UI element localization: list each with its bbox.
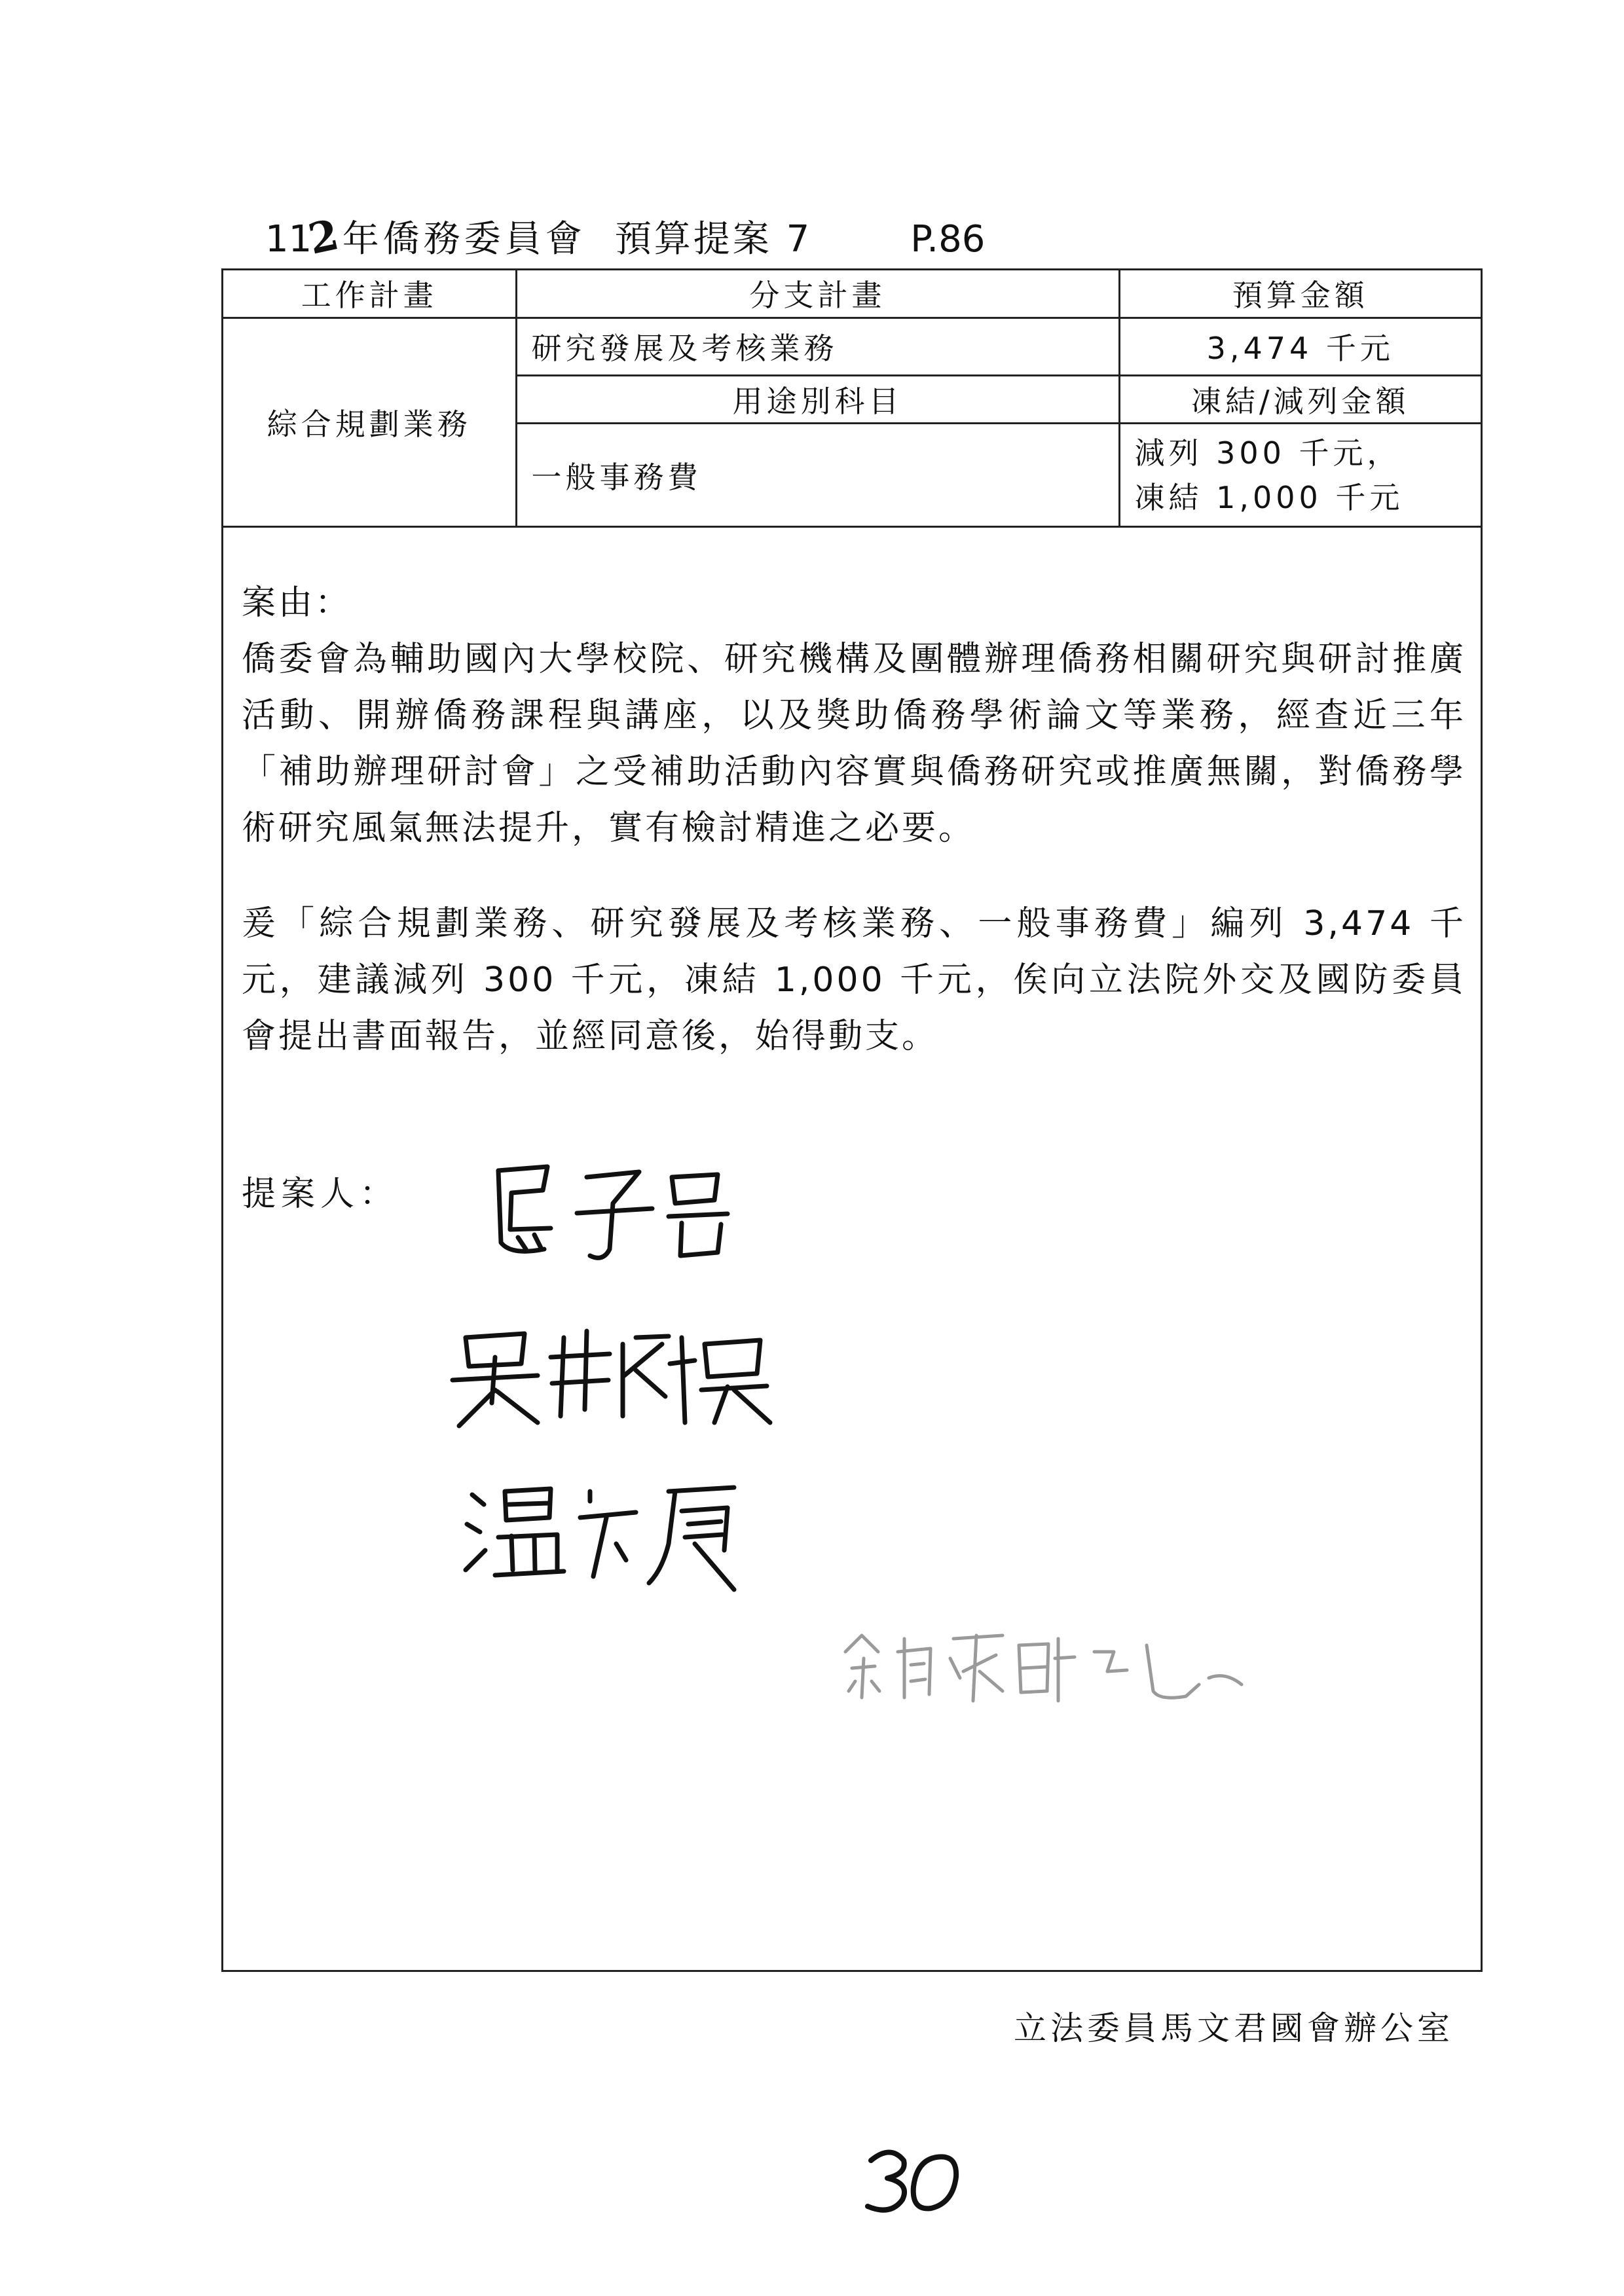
page-reference: P.86 bbox=[910, 218, 986, 261]
signature-wu-sz-huai bbox=[439, 1318, 780, 1436]
signature-hsu-chih-jung bbox=[832, 1619, 1251, 1711]
header-work-plan: 工作計畫 bbox=[223, 270, 516, 318]
budget-table bbox=[223, 270, 1481, 528]
table-row bbox=[223, 318, 1481, 375]
signature-wen-yu-hsia bbox=[459, 1472, 760, 1596]
usage-item-cell: 一般事務費 bbox=[516, 424, 1119, 527]
proposal-frame bbox=[221, 268, 1483, 1972]
table-header-row bbox=[223, 270, 1481, 318]
handwritten-year-digit: 2 bbox=[304, 210, 344, 264]
handwritten-page-number bbox=[845, 2138, 976, 2223]
freeze-reduce-amount-cell bbox=[1119, 424, 1481, 527]
agency-name: 年僑務委員會 bbox=[342, 218, 586, 261]
sub-plan-cell: 研究發展及考核業務 bbox=[516, 318, 1119, 375]
usage-header-cell: 用途別科目 bbox=[516, 376, 1119, 424]
freeze-amount: 凍結 1,000 千元 bbox=[1134, 479, 1404, 515]
proposal-body bbox=[242, 575, 1466, 1065]
proposer-label: 提案人： bbox=[242, 1175, 399, 1214]
header-budget-amount: 預算金額 bbox=[1119, 270, 1481, 318]
freeze-header-cell: 凍結/減列金額 bbox=[1119, 376, 1481, 424]
work-plan-cell: 綜合規劃業務 bbox=[223, 318, 516, 526]
header-sub-plan: 分支計畫 bbox=[516, 270, 1119, 318]
budget-value-cell: 3,474 千元 bbox=[1119, 318, 1481, 375]
reason-label: 案由： bbox=[242, 583, 352, 623]
proposal-number: 預算提案 7 bbox=[614, 218, 813, 261]
reduce-amount: 減列 300 千元， bbox=[1134, 435, 1401, 471]
reason-paragraph: 僑委會為輔助國內大學校院、研究機構及團體辦理僑務相關研究與研討推廣活動、開辦僑務課程與講座，以及獎助僑務學術論文等業務，經查近三年「補助辦理研討會」之受補助活動內容實與僑務研究或推廣無關，對僑務學術研究風氣無法提升，實有檢討精進之必要。 bbox=[242, 640, 1466, 848]
year-prefix: 11 bbox=[265, 218, 312, 261]
signature-ma-wen-chun bbox=[472, 1151, 747, 1275]
resolution-paragraph: 爰「綜合規劃業務、研究發展及考核業務、一般事務費」編列 3,474 千元，建議減列 300 千元，凍結 1,000 千元，俟向立法院外交及國防委員會提出書面報告，並經同意後，始得動支。 bbox=[242, 904, 1466, 1056]
office-footer: 立法委員馬文君國會辦公室 bbox=[1014, 2009, 1454, 2047]
document-header bbox=[265, 208, 985, 267]
